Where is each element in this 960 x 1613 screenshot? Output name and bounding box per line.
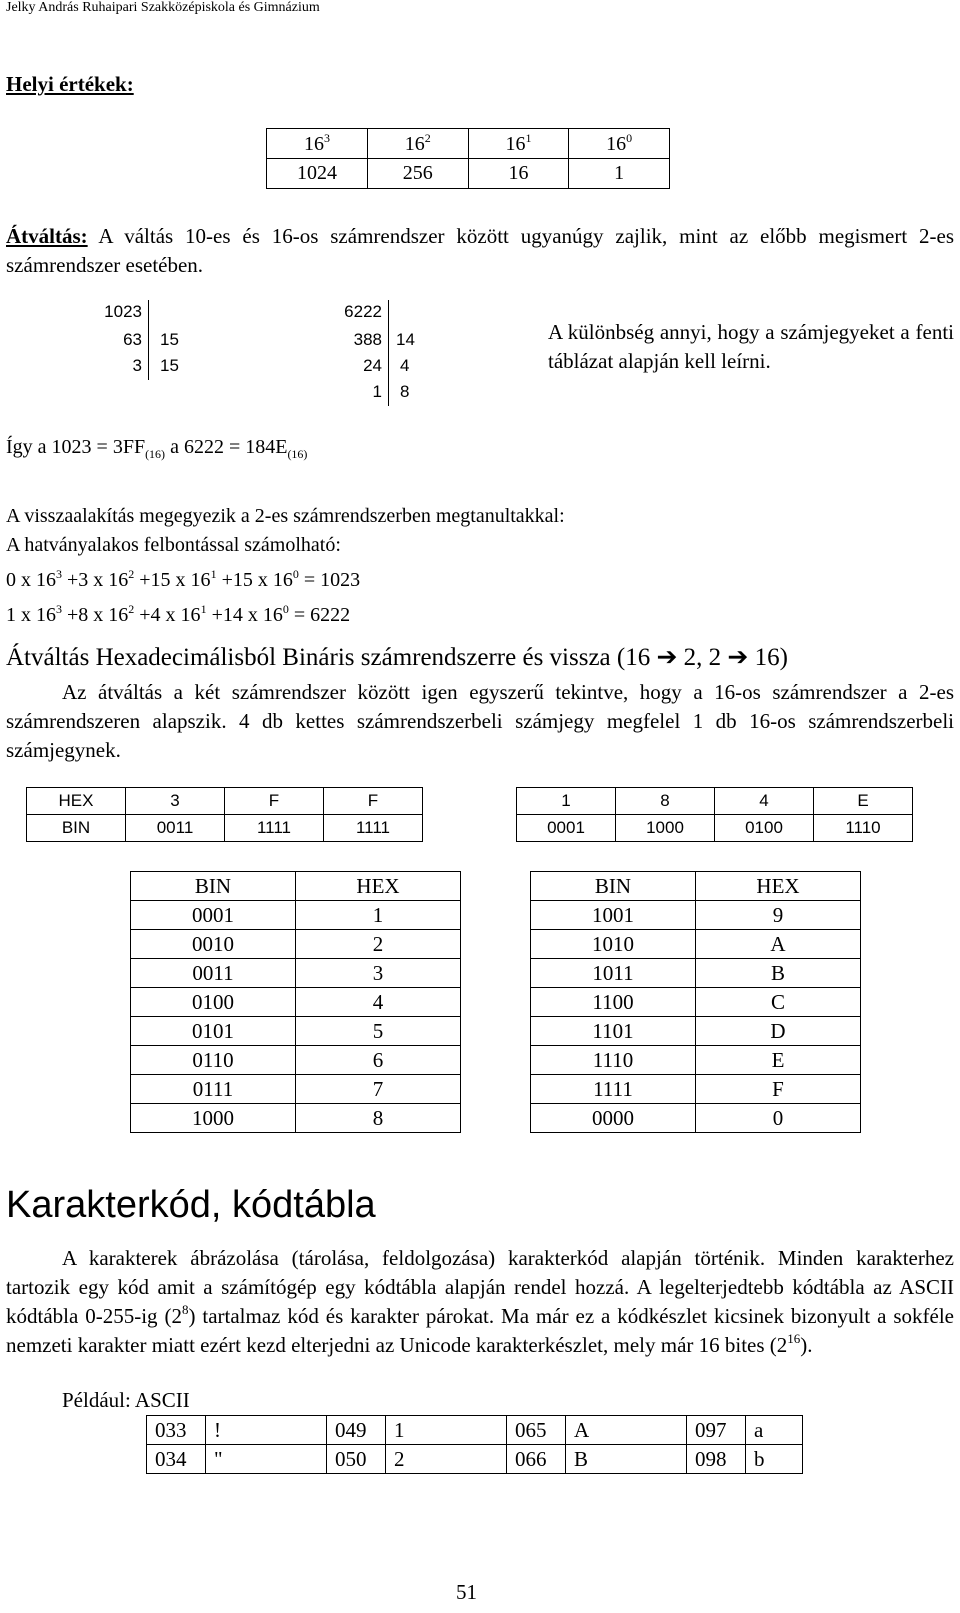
map-row: 0101 5 xyxy=(131,1017,461,1046)
equation-1023: 0 x $16^3 +3$ x $16^2 +15$ x $16^1 +15$ x $16^0 = 1023$ xyxy=(6,567,361,591)
hex-cell: E xyxy=(814,788,913,815)
school-header: Jelky András Ruhaipari Szakközépiskola és Gimnázium xyxy=(6,0,320,15)
map-row: 1001 9 xyxy=(531,901,861,930)
hexbin-table-3ff xyxy=(26,787,423,842)
bin-hex-map-right xyxy=(530,871,861,1133)
karakter-heading: Karakterkód, kódtábla xyxy=(6,1184,376,1226)
back-conversion xyxy=(6,502,565,630)
place-values-title: Helyi értékek: xyxy=(6,72,134,96)
value-cell: 16 xyxy=(468,159,569,189)
values-row xyxy=(267,159,670,189)
quotient: 388 xyxy=(353,330,382,349)
hex-cell: 4 xyxy=(715,788,814,815)
value-cell: 256 xyxy=(367,159,468,189)
bin-hex-map-left xyxy=(130,871,461,1133)
bin-label: BIN xyxy=(27,815,126,842)
page-number: 51 xyxy=(456,1580,477,1604)
conversion-paragraph xyxy=(6,222,954,280)
map-row: 0010 2 xyxy=(131,930,461,959)
back-line2: A hatványalakos felbontással számolható: xyxy=(6,534,341,556)
map-row: 0110 6 xyxy=(131,1046,461,1075)
value-cell: 1024 xyxy=(267,159,368,189)
remainder: 14 xyxy=(396,330,415,349)
map-row: 0011 3 xyxy=(131,959,461,988)
map-header xyxy=(131,872,461,901)
bin-cell: 1110 xyxy=(814,815,913,842)
map-row: 1111 F xyxy=(531,1075,861,1104)
conversion-label: Átváltás: xyxy=(6,224,88,248)
hex-row xyxy=(27,788,423,815)
hex-header: HEX xyxy=(696,872,861,901)
place-values-table xyxy=(266,128,670,189)
bin-header: BIN xyxy=(131,872,296,901)
hexbin-heading: Átváltás Hexadecimálisból Bináris számrendszerre és vissza (16 ➔ 2, 2 ➔ 16) xyxy=(6,644,788,671)
quotient: 63 xyxy=(123,330,142,349)
hex-header: HEX xyxy=(296,872,461,901)
bin-cell: 1111 xyxy=(324,815,423,842)
bin-cell: 1111 xyxy=(225,815,324,842)
quotient: 1 xyxy=(372,382,382,401)
remainder: 15 xyxy=(160,356,179,375)
back-line1: A visszaalakítás megegyezik a 2-es számrendszerben megtanultakkal: xyxy=(6,505,565,527)
bin-row xyxy=(517,815,913,842)
hexbin-table-184e xyxy=(516,787,913,842)
quotient: 1023 xyxy=(104,302,142,321)
hex-cell: F xyxy=(324,788,423,815)
quotient: 6222 xyxy=(344,302,382,321)
remainder: 4 xyxy=(400,356,410,375)
map-row: 1011 B xyxy=(531,959,861,988)
result-line: Így a $1023 = 3FF_{(16)}$ a $6222 = 184E_{(16)}$ xyxy=(6,436,308,461)
remainder: 15 xyxy=(160,330,179,349)
hex-row xyxy=(517,788,913,815)
ascii-row: 034 " 050 2 066 B 098 b xyxy=(147,1445,803,1474)
power-cell: $16^2$ xyxy=(367,129,468,159)
power-cell: $16^1$ xyxy=(468,129,569,159)
remainder: 8 xyxy=(400,382,410,401)
map-row: 1000 8 xyxy=(131,1104,461,1133)
map-row: 0000 0 xyxy=(531,1104,861,1133)
ascii-row: 033 ! 049 1 065 A 097 a xyxy=(147,1416,803,1445)
map-row: 1010 A xyxy=(531,930,861,959)
quotient: 3 xyxy=(132,356,142,375)
bin-header: BIN xyxy=(531,872,696,901)
hex-label: HEX xyxy=(27,788,126,815)
hex-cell: 8 xyxy=(616,788,715,815)
bin-cell: 0001 xyxy=(517,815,616,842)
map-row: 0100 4 xyxy=(131,988,461,1017)
ascii-table xyxy=(146,1415,803,1474)
karakter-paragraph: A karakterek ábrázolása (tárolása, feldolgozása) karakterkód alapján történik. Minden karakterhez tartozik egy kód amit a számítógép egy kódtábla alapján rendel hozzá. A legelterjedtebb kódtábla az ASCII kódtábla 0-255-ig $(2^8)$ tartalmaz kód és karakter párokat. Ma már ez a kódkészlet kicsinek bizonyult a sokféle nemzeti karakter miatt ezért kezd elterjedni az Unicode karakterkészlet, mely már 16 bites $(2^{16})$. xyxy=(6,1246,955,1357)
bin-row xyxy=(27,815,423,842)
bin-cell: 0100 xyxy=(715,815,814,842)
map-row: 1110 E xyxy=(531,1046,861,1075)
hexbin-paragraph: Az átváltás a két számrendszer között igen egyszerű tekintve, hogy a 16-os számrendszer a 2-es számrendszeren alapszik. 4 db kettes számrendszerbeli számjegy megfelel 1 db 16-os számrendszerbeli számjegynek. xyxy=(6,680,954,762)
map-row: 0111 7 xyxy=(131,1075,461,1104)
hex-cell: 1 xyxy=(517,788,616,815)
equation-6222: 1 x $16^3 +8$ x $16^2 +4$ x $16^1 +14$ x $16^0 = 6222$ xyxy=(6,602,351,626)
map-row: 0001 1 xyxy=(131,901,461,930)
map-row: 1101 D xyxy=(531,1017,861,1046)
map-header xyxy=(531,872,861,901)
powers-row xyxy=(267,129,670,159)
power-cell: $16^0$ xyxy=(569,129,670,159)
difference-note: A különbség annyi, hogy a számjegyeket a fenti táblázat alapján kell leírni. xyxy=(548,320,954,373)
conversion-text: A váltás 10-es és 16-os számrendszer között ugyanúgy zajlik, mint az előbb megismert 2-es számrendszer esetében. xyxy=(6,224,954,277)
bin-cell: 1000 xyxy=(616,815,715,842)
quotient: 24 xyxy=(363,356,382,375)
division-6222 xyxy=(320,300,440,410)
example-label: Például: ASCII xyxy=(62,1388,190,1412)
division-1023 xyxy=(80,300,200,390)
value-cell: 1 xyxy=(569,159,670,189)
map-row: 1100 C xyxy=(531,988,861,1017)
hex-cell: 3 xyxy=(126,788,225,815)
bin-cell: 0011 xyxy=(126,815,225,842)
hex-cell: F xyxy=(225,788,324,815)
power-cell: $16^3$ xyxy=(267,129,368,159)
